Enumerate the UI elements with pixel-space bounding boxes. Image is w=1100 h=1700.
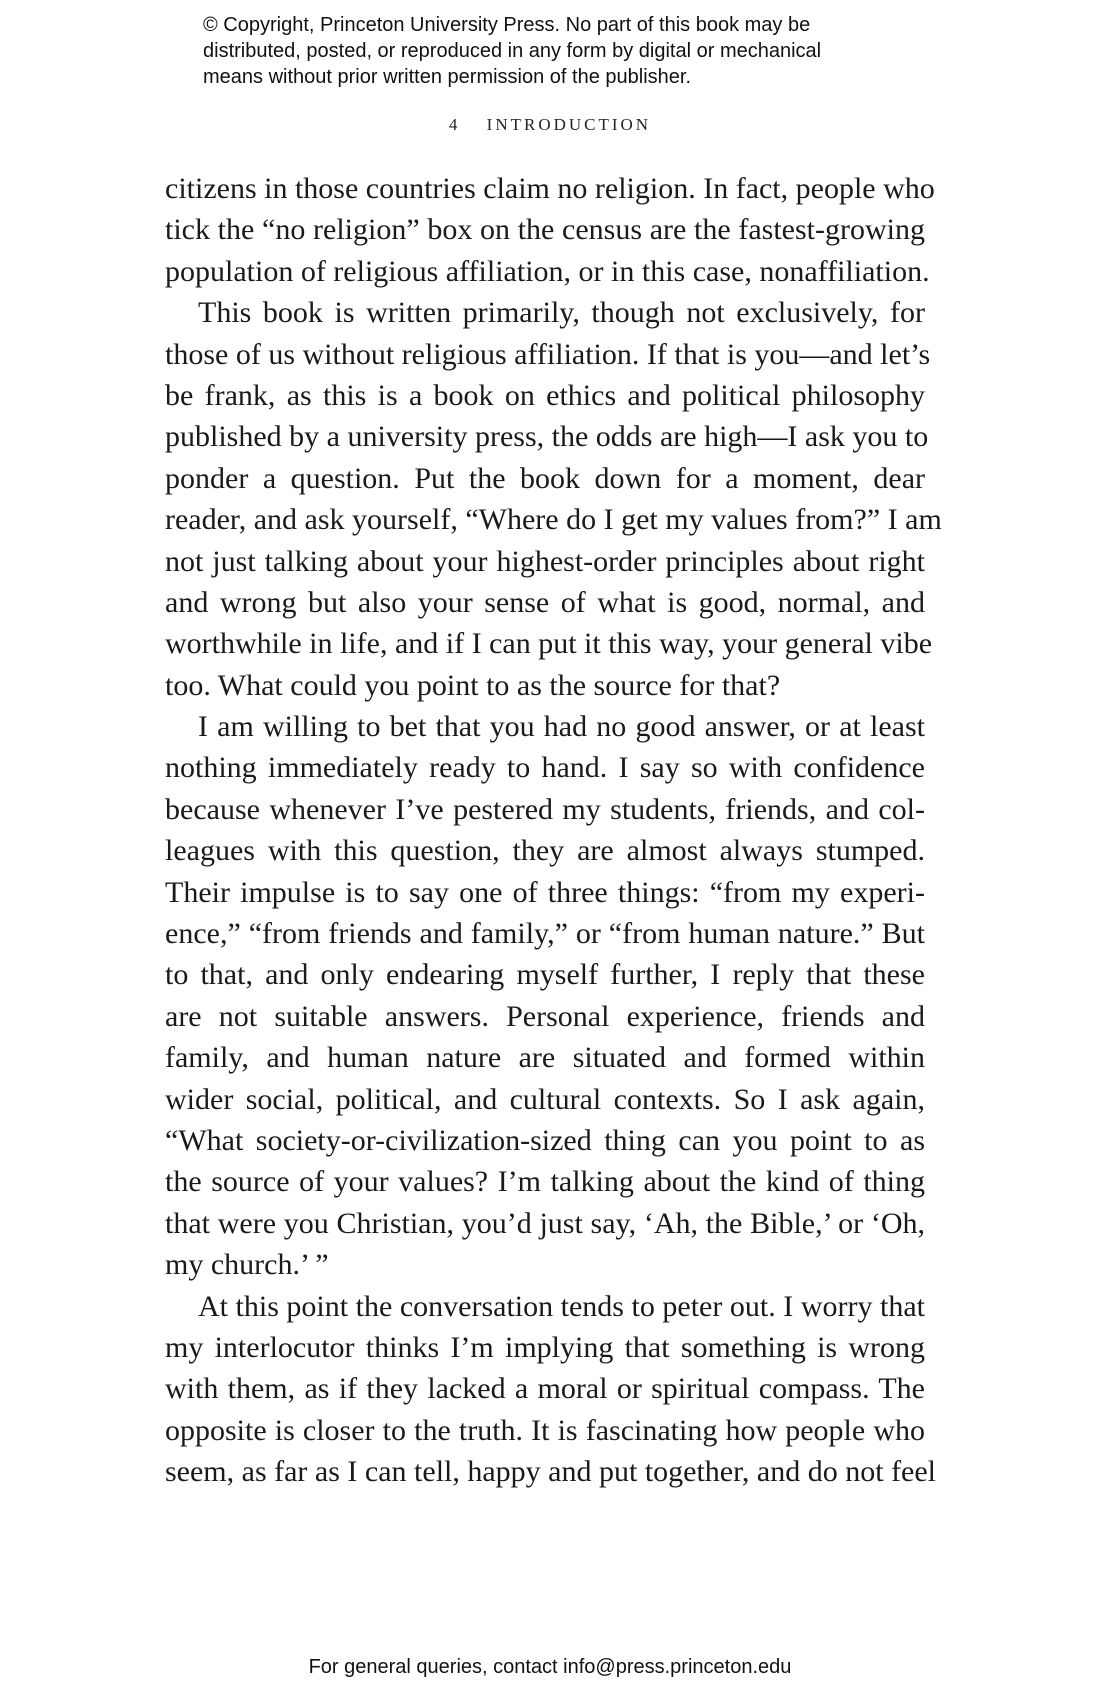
copyright-line: © Copyright, Princeton University Press. No part of this book may be bbox=[203, 14, 811, 36]
text-line: opposite is closer to the truth. It is fascinating how people who bbox=[165, 1413, 925, 1447]
text-line: are not suitable answers. Personal experience, friends and bbox=[165, 999, 925, 1033]
text-line: that were you Christian, you’d just say, ‘Ah, the Bible,’ or ‘Oh, bbox=[165, 1206, 925, 1240]
text-line: tick the “no religion” box on the census are the fastest-growing bbox=[165, 213, 925, 247]
page-number: 4 bbox=[448, 115, 458, 134]
text-line: my interlocutor thinks I’m implying that something is wrong bbox=[165, 1330, 925, 1364]
text-line: Their impulse is to say one of three things: “from my experi- bbox=[165, 875, 925, 909]
text-line: and wrong but also your sense of what is good, normal, and bbox=[165, 585, 925, 619]
text-line: population of religious affiliation, or in this case, nonaffiliation. bbox=[165, 254, 930, 288]
text-line: reader, and ask yourself, “Where do I get my values from?” I am bbox=[165, 503, 942, 537]
footer-contact: For general queries, contact info@press.princeton.edu bbox=[308, 1656, 792, 1678]
body-text bbox=[165, 168, 942, 1493]
text-line: seem, as far as I can tell, happy and put together, and do not feel bbox=[165, 1455, 937, 1489]
text-line: “What society-or-civilization-sized thing can you point to as bbox=[165, 1123, 925, 1157]
text-line: wider social, political, and cultural contexts. So I ask again, bbox=[165, 1082, 925, 1116]
text-line: too. What could you point to as the source for that? bbox=[165, 668, 781, 702]
text-line: be frank, as this is a book on ethics and political philosophy bbox=[165, 378, 925, 412]
paragraph-start-line: I am willing to bet that you had no good answer, or at least bbox=[198, 710, 925, 744]
text-line: leagues with this question, they are almost always stumped. bbox=[165, 834, 925, 868]
copyright-notice bbox=[203, 12, 943, 90]
text-line: not just talking about your highest-order principles about right bbox=[165, 544, 925, 578]
text-line: my church.’ ” bbox=[165, 1248, 329, 1282]
copyright-line: distributed, posted, or reproduced in any form by digital or mechanical bbox=[203, 40, 822, 62]
copyright-line: means without prior written permission of the publisher. bbox=[203, 66, 692, 88]
text-line: family, and human nature are situated and formed within bbox=[165, 1041, 925, 1075]
text-line: worthwhile in life, and if I can put it this way, your general vibe bbox=[165, 627, 933, 661]
text-line: the source of your values? I’m talking about the kind of thing bbox=[165, 1165, 925, 1199]
text-line: ence,” “from friends and family,” or “from human nature.” But bbox=[165, 917, 925, 951]
text-line: to that, and only endearing myself further, I reply that these bbox=[165, 958, 925, 992]
chapter-title: INTRODUCTION bbox=[486, 115, 652, 134]
text-line: published by a university press, the odds are high—I ask you to bbox=[165, 420, 929, 454]
text-line: citizens in those countries claim no religion. In fact, people who bbox=[165, 172, 935, 205]
paragraph-start-line: This book is written primarily, though not exclusively, for bbox=[198, 296, 925, 330]
paragraph-start-line: At this point the conversation tends to peter out. I worry that bbox=[198, 1289, 925, 1323]
text-line: nothing immediately ready to hand. I say so with confidence bbox=[165, 751, 925, 785]
text-line: with them, as if they lacked a moral or spiritual compass. The bbox=[165, 1372, 925, 1406]
text-line: those of us without religious affiliation. If that is you—and let’s bbox=[165, 337, 931, 371]
running-head bbox=[0, 115, 1100, 135]
text-line: ponder a question. Put the book down for a moment, dear bbox=[165, 461, 925, 495]
text-line: because whenever I’ve pestered my students, friends, and col- bbox=[165, 792, 925, 826]
